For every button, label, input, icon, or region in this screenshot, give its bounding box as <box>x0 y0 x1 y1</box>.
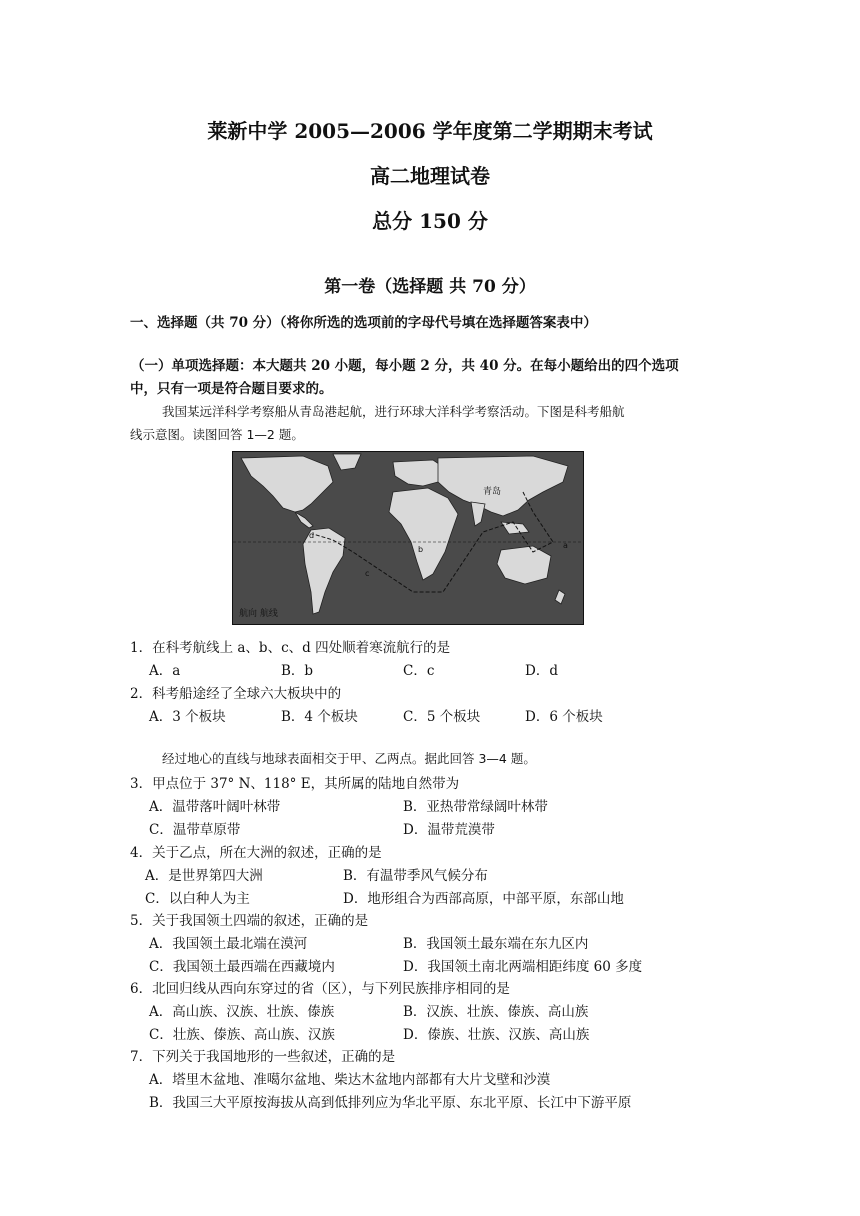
legend-label: 航向 航线 <box>239 609 278 619</box>
volume-title: 第一卷（选择题 共 70 分） <box>324 277 536 297</box>
question-5-option-b[interactable]: B．我国领土最东端在东九区内 <box>403 936 589 952</box>
question-1-option-a[interactable]: A．a <box>149 663 181 679</box>
question-1-stem: 1．在科考航线上 a、b、c、d 四处顺着寒流航行的是 <box>130 640 451 656</box>
question-5-option-a[interactable]: A．我国领土最北端在漠河 <box>149 936 308 952</box>
question-5-stem: 5．关于我国领土四端的叙述，正确的是 <box>130 913 369 929</box>
question-6-option-d[interactable]: D．傣族、壮族、汉族、高山族 <box>403 1027 590 1043</box>
question-4-option-c[interactable]: C．以白种人为主 <box>145 891 250 907</box>
route-map <box>232 451 584 625</box>
question-2-option-c[interactable]: C．5 个板块 <box>403 709 481 725</box>
sub-heading-line-1: （一）单项选择题：本大题共 20 小题，每小题 2 分，共 40 分。在每小题给出的四个选项 <box>131 358 679 374</box>
total-score: 总分 150 分 <box>372 209 488 233</box>
question-2-stem: 2．科考船途经了全球六大板块中的 <box>130 686 342 702</box>
section-heading: 一、选择题（共 70 分）（将你所选的选项前的字母代号填在选择题答案表中） <box>130 315 597 331</box>
question-5-option-d[interactable]: D．我国领土南北两端相距纬度 60 多度 <box>403 959 643 975</box>
question-4-option-b[interactable]: B．有温带季风气候分布 <box>343 868 488 884</box>
question-3-option-c[interactable]: C．温带草原带 <box>149 822 241 838</box>
question-2-option-b[interactable]: B．4 个板块 <box>281 709 358 725</box>
intro-line-1: 我国某远洋科学考察船从青岛港起航，进行环球大洋科学考察活动。下图是科考船航 <box>162 404 625 419</box>
question-4-option-d[interactable]: D．地形组合为西部高原，中部平原，东部山地 <box>343 891 624 907</box>
question-2-option-a[interactable]: A．3 个板块 <box>149 709 226 725</box>
question-1-option-c[interactable]: C．c <box>403 663 435 679</box>
point-a-label: a <box>563 541 568 550</box>
qingdao-label: 青岛 <box>483 487 502 497</box>
question-6-stem: 6．北回归线从西向东穿过的省（区），与下列民族排序相同的是 <box>130 981 510 997</box>
question-6-option-a[interactable]: A．高山族、汉族、壮族、傣族 <box>149 1004 335 1020</box>
question-7-stem: 7．下列关于我国地形的一些叙述，正确的是 <box>130 1049 396 1065</box>
passage-2: 经过地心的直线与地球表面相交于甲、乙两点。据此回答 3—4 题。 <box>162 751 536 766</box>
question-3-option-b[interactable]: B．亚热带常绿阔叶林带 <box>403 799 548 815</box>
exam-title: 莱新中学 2005—2006 学年度第二学期期末考试 <box>207 119 653 143</box>
question-2-option-d[interactable]: D．6 个板块 <box>525 709 603 725</box>
question-4-option-a[interactable]: A．是世界第四大洲 <box>145 868 263 884</box>
question-7-option-a[interactable]: A．塔里木盆地、准噶尔盆地、柴达木盆地内部都有大片戈壁和沙漠 <box>149 1072 551 1088</box>
point-b-label: b <box>418 545 424 554</box>
question-3-option-d[interactable]: D．温带荒漠带 <box>403 822 495 838</box>
sub-heading-line-2: 中，只有一项是符合题目要求的。 <box>130 381 333 397</box>
question-4-stem: 4．关于乙点，所在大洲的叙述，正确的是 <box>130 845 382 861</box>
question-3-option-a[interactable]: A．温带落叶阔叶林带 <box>149 799 281 815</box>
intro-line-2: 线示意图。读图回答 1—2 题。 <box>130 427 304 442</box>
question-1-option-d[interactable]: D．d <box>525 663 558 679</box>
question-6-option-b[interactable]: B．汉族、壮族、傣族、高山族 <box>403 1004 589 1020</box>
question-1-option-b[interactable]: B．b <box>281 663 314 679</box>
exam-subtitle: 高二地理试卷 <box>370 164 490 188</box>
question-6-option-c[interactable]: C．壮族、傣族、高山族、汉族 <box>149 1027 335 1043</box>
world-map-graphic <box>233 452 583 624</box>
question-3-stem: 3．甲点位于 37° N、118° E，其所属的陆地自然带为 <box>130 776 460 792</box>
point-c-label: c <box>365 569 370 578</box>
question-7-option-b[interactable]: B．我国三大平原按海拔从高到低排列应为华北平原、东北平原、长江中下游平原 <box>149 1095 632 1111</box>
question-5-option-c[interactable]: C．我国领土最西端在西藏境内 <box>149 959 335 975</box>
point-d-label: d <box>309 531 315 540</box>
